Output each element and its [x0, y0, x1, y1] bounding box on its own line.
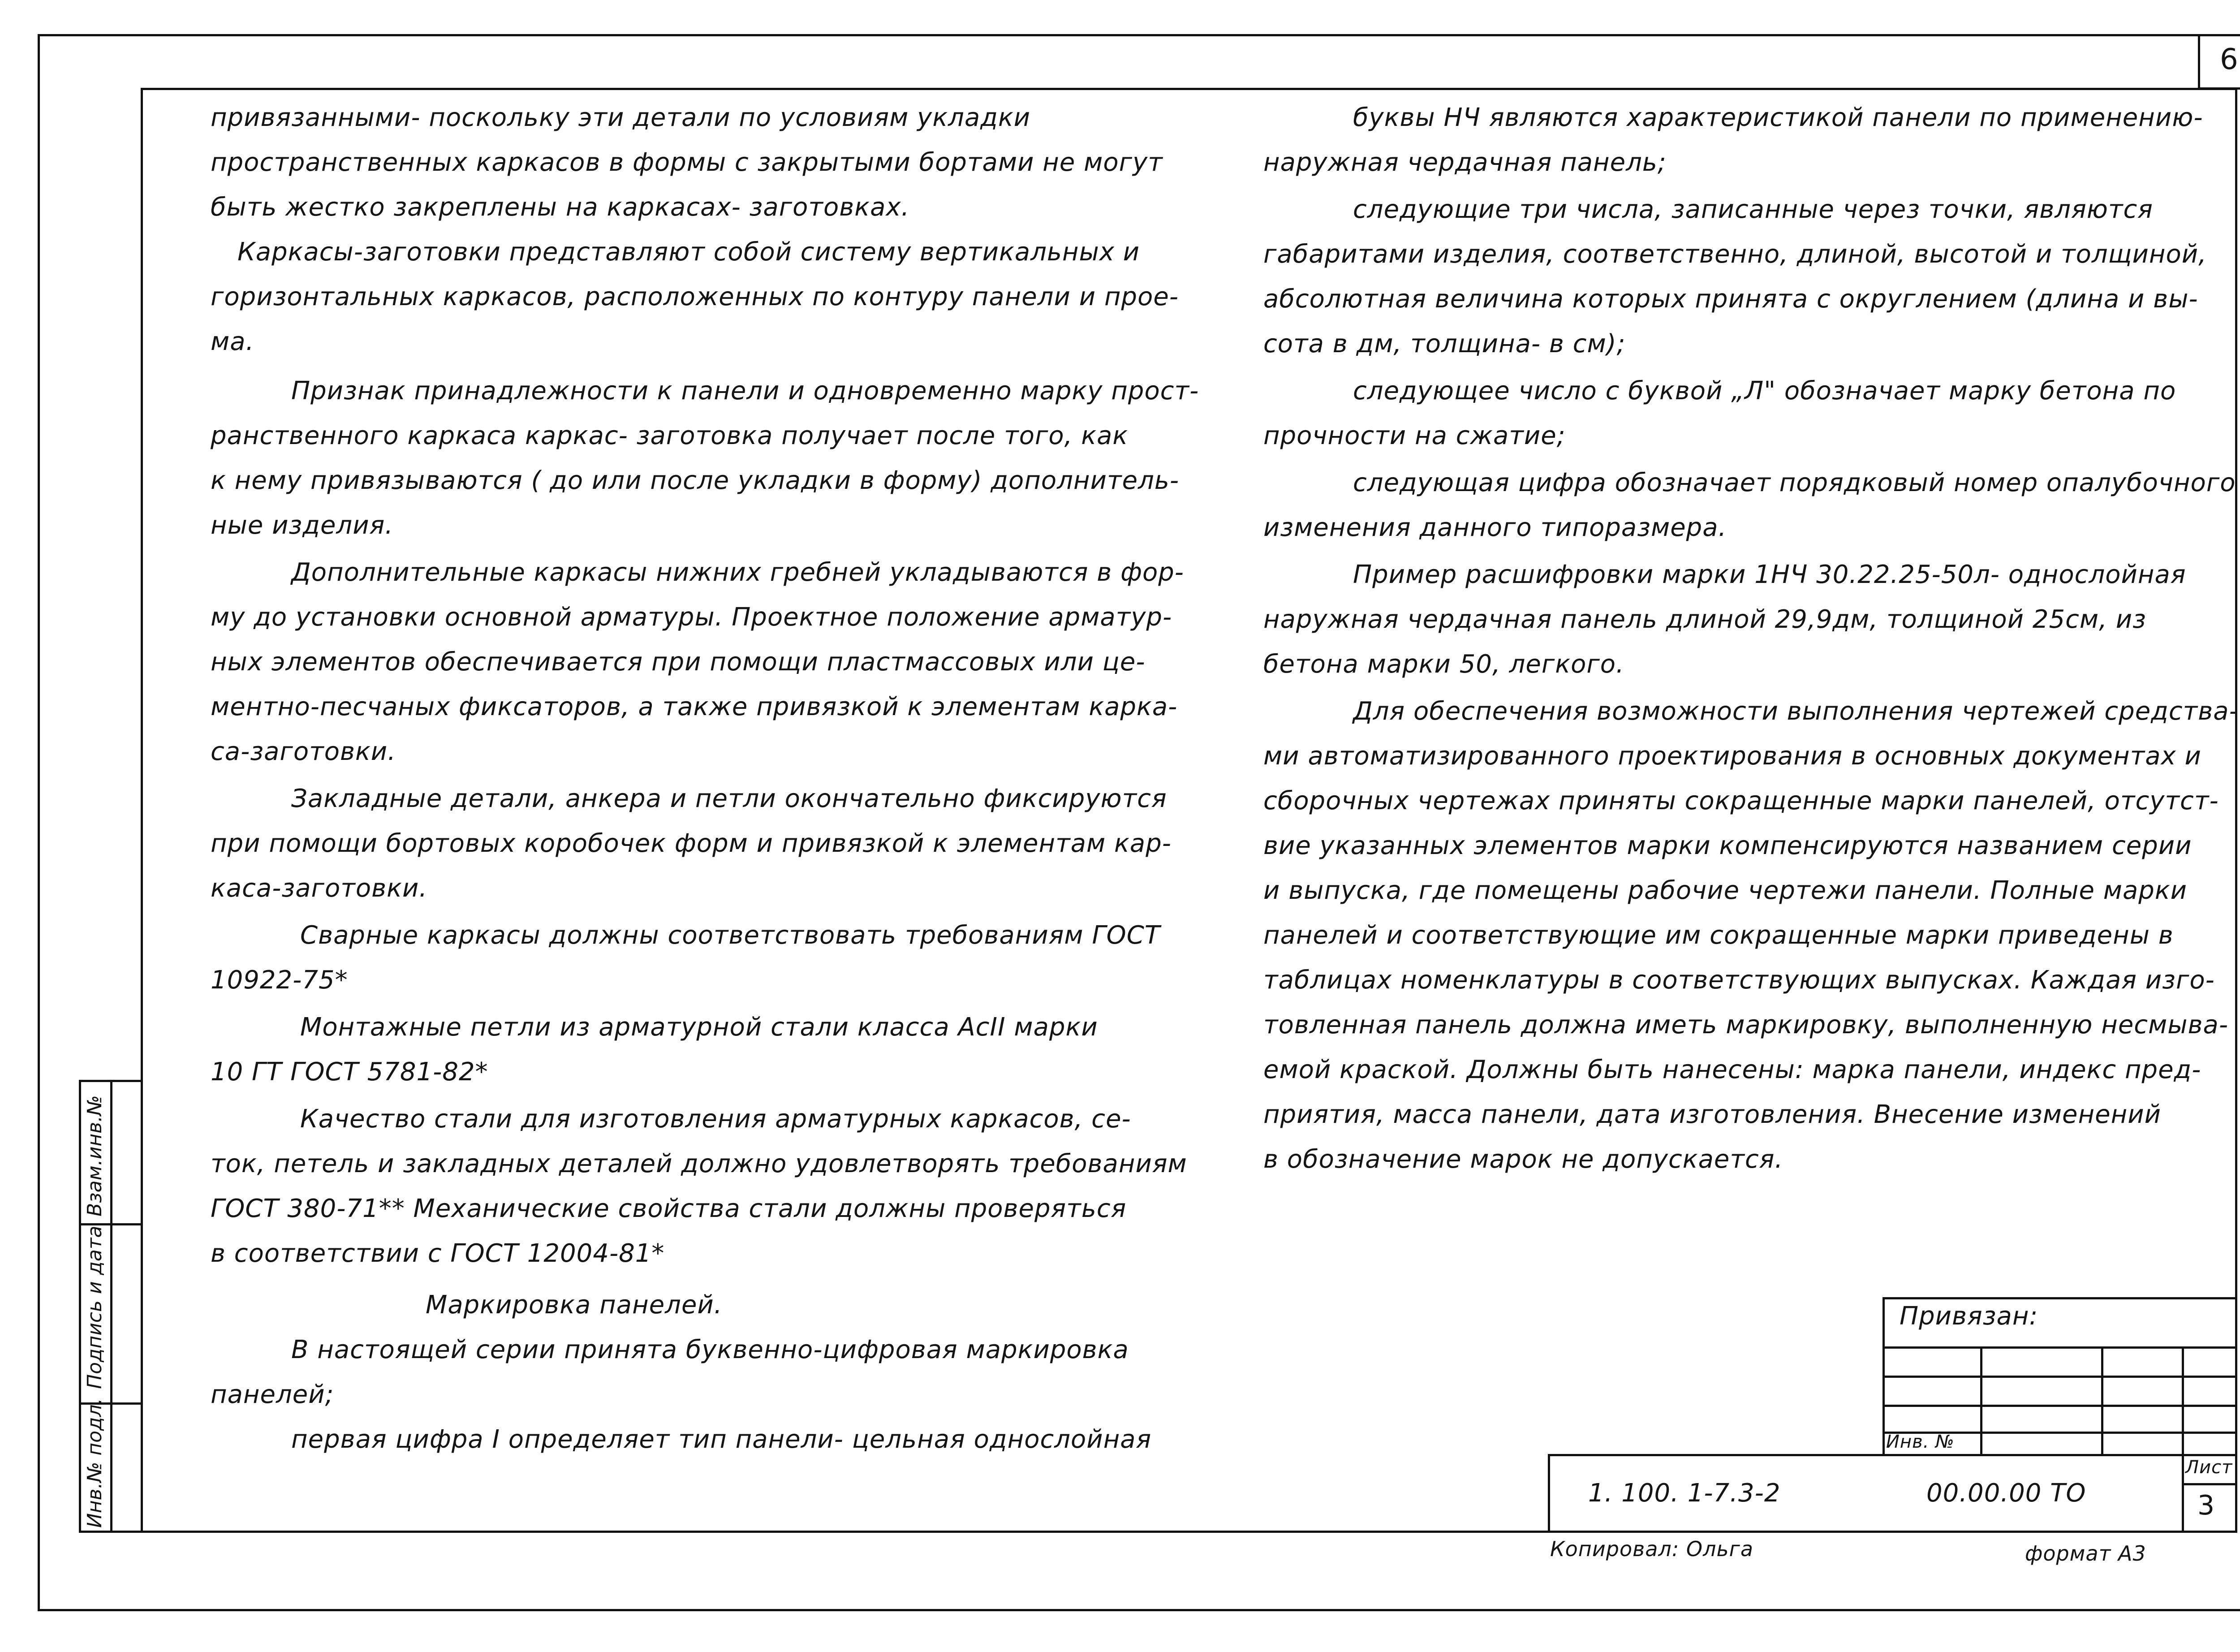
left-line: горизонтальных каркасов, расположенных по контуру панели и прое-	[211, 282, 1179, 311]
format-label: формат А3	[2025, 1541, 2146, 1566]
left-line: панелей;	[211, 1380, 334, 1409]
stamp-vline-3	[2182, 1346, 2184, 1456]
right-line: таблицах номенклатуры в соответствующих выпусках. Каждая изго-	[1263, 966, 2215, 995]
left-line: ток, петель и закладных деталей должно удовлетворять требованиям	[211, 1149, 1187, 1178]
left-line: при помощи бортовых коробочек форм и привязкой к элементам кар-	[211, 829, 1172, 858]
left-line: В настоящей серии принята буквенно-цифровая маркировка	[291, 1335, 1129, 1364]
left-line: Качество стали для изготовления арматурных каркасов, се-	[300, 1104, 1131, 1134]
side-strip-sep-1	[79, 1223, 143, 1225]
left-line: ма.	[211, 327, 254, 356]
side-label-signature-date: Подпись и дата	[83, 1225, 106, 1389]
right-line: наружная чердачная панель длиной 29,9дм, толщиной 25см, из	[1263, 605, 2146, 634]
right-line: Для обеспечения возможности выполнения чертежей средства-	[1353, 697, 2239, 726]
side-label-vzam-inv: Взам.инв.№	[83, 1095, 106, 1216]
side-strip-divider	[110, 1080, 112, 1533]
right-line: изменения данного типоразмера.	[1263, 513, 1727, 542]
left-line: Каркасы-заготовки представляют собой систему вертикальных и	[237, 237, 1140, 267]
right-line: товленная панель должна иметь маркировку, выполненную несмыва-	[1263, 1010, 2229, 1040]
left-line: Признак принадлежности к панели и одновременно марку прост-	[291, 376, 1199, 405]
copied-by: Копировал: Ольга	[1550, 1537, 1754, 1561]
left-line: первая цифра I определяет тип панели- цельная однослойная	[291, 1425, 1152, 1454]
right-line: абсолютная величина которых принята с округлением (длина и вы-	[1263, 285, 2198, 314]
left-line: в соответствии с ГОСТ 12004-81*	[211, 1239, 665, 1268]
right-line: и выпуска, где помещены рабочие чертежи панели. Полные марки	[1263, 876, 2188, 905]
right-line: ми автоматизированного проектирования в основных документах и	[1263, 742, 2201, 771]
drawing-code: 00.00.00 ТО	[1926, 1479, 2086, 1508]
right-line: прочности на сжатие;	[1263, 421, 1566, 450]
section-heading: Маркировка панелей.	[426, 1290, 723, 1320]
stamp-hline-3	[1882, 1405, 2237, 1407]
inv-label: Инв. №	[1886, 1432, 1955, 1452]
right-line: следующая цифра обозначает порядковый номер опалубочного	[1353, 468, 2236, 497]
sheet-number: 3	[2197, 1490, 2215, 1521]
right-line: вие указанных элементов марки компенсируются названием серии	[1263, 831, 2192, 860]
right-line: Пример расшифровки марки 1НЧ 30.22.25-50л- однослойная	[1353, 560, 2186, 589]
left-line: пространственных каркасов в формы с закрытыми бортами не могут	[211, 148, 1163, 177]
left-line: Дополнительные каркасы нижних гребней укладываются в фор-	[291, 558, 1184, 587]
sheet-label-divider	[2182, 1483, 2237, 1485]
stamp-vline-1	[1980, 1346, 1982, 1456]
title-block-divider	[2182, 1454, 2184, 1533]
left-line: ные изделия.	[211, 511, 394, 540]
left-line: Монтажные петли из арматурной стали класса АсII марки	[300, 1013, 1098, 1042]
right-line: сборочных чертежах приняты сокращенные марки панелей, отсутст-	[1263, 786, 2219, 815]
left-line: ГОСТ 380-71** Механические свойства стали должны проверяться	[211, 1194, 1127, 1223]
right-line: в обозначение марок не допускается.	[1263, 1145, 1783, 1174]
left-line: 10 ГТ ГОСТ 5781-82*	[211, 1057, 488, 1087]
stamp-hline-2	[1882, 1376, 2237, 1378]
attached-label: Привязан:	[1900, 1302, 2038, 1331]
left-line: му до установки основной арматуры. Проектное положение арматур-	[211, 603, 1172, 632]
left-line: Закладные детали, анкера и петли окончательно фиксируются	[291, 784, 1167, 813]
right-line: наружная чердачная панель;	[1263, 148, 1667, 177]
sheet-label: Лист	[2185, 1457, 2233, 1478]
right-line: панелей и соответствующие им сокращенные марки приведены в	[1263, 921, 2174, 950]
left-line: к нему привязываются ( до или после укладки в форму) дополнитель-	[211, 466, 1180, 495]
stamp-vline-2	[2101, 1346, 2103, 1456]
left-line: привязанными- поскольку эти детали по условиям укладки	[211, 103, 1031, 132]
side-label-inv-podl: Инв.№ подл.	[83, 1398, 106, 1528]
right-line: емой краской. Должны быть нанесены: марка панели, индекс пред-	[1263, 1055, 2201, 1084]
stamp-hline-1	[1882, 1346, 2237, 1349]
right-line: следующие три числа, записанные через точки, являются	[1353, 195, 2153, 224]
document-code: 1. 100. 1-7.3-2	[1588, 1479, 1781, 1508]
left-line: са-заготовки.	[211, 737, 396, 766]
left-line: каса-заготовки.	[211, 874, 428, 903]
right-line: буквы НЧ являются характеристикой панели по применению-	[1353, 103, 2203, 132]
right-line: следующее число с буквой „Л" обозначает марку бетона по	[1353, 376, 2176, 405]
left-line: Сварные каркасы должны соответствовать требованиям ГОСТ	[300, 921, 1161, 950]
right-line: приятия, масса панели, дата изготовления. Внесение изменений	[1263, 1100, 2161, 1129]
left-line: быть жестко закреплены на каркасах- заготовках.	[211, 193, 910, 222]
left-line: ранственного каркаса каркас- заготовка получает после того, как	[211, 421, 1129, 450]
right-line: бетона марки 50, легкого.	[1263, 650, 1624, 679]
left-line: 10922-75*	[211, 966, 348, 995]
right-line: сота в дм, толщина- в см);	[1263, 329, 1626, 358]
page-number: 6	[2220, 43, 2239, 76]
left-line: ментно-песчаных фиксаторов, а также привязкой к элементам карка-	[211, 692, 1178, 721]
right-line: габаритами изделия, соответственно, длиной, высотой и толщиной,	[1263, 240, 2207, 269]
left-line: ных элементов обеспечивается при помощи пластмассовых или це-	[211, 647, 1146, 677]
